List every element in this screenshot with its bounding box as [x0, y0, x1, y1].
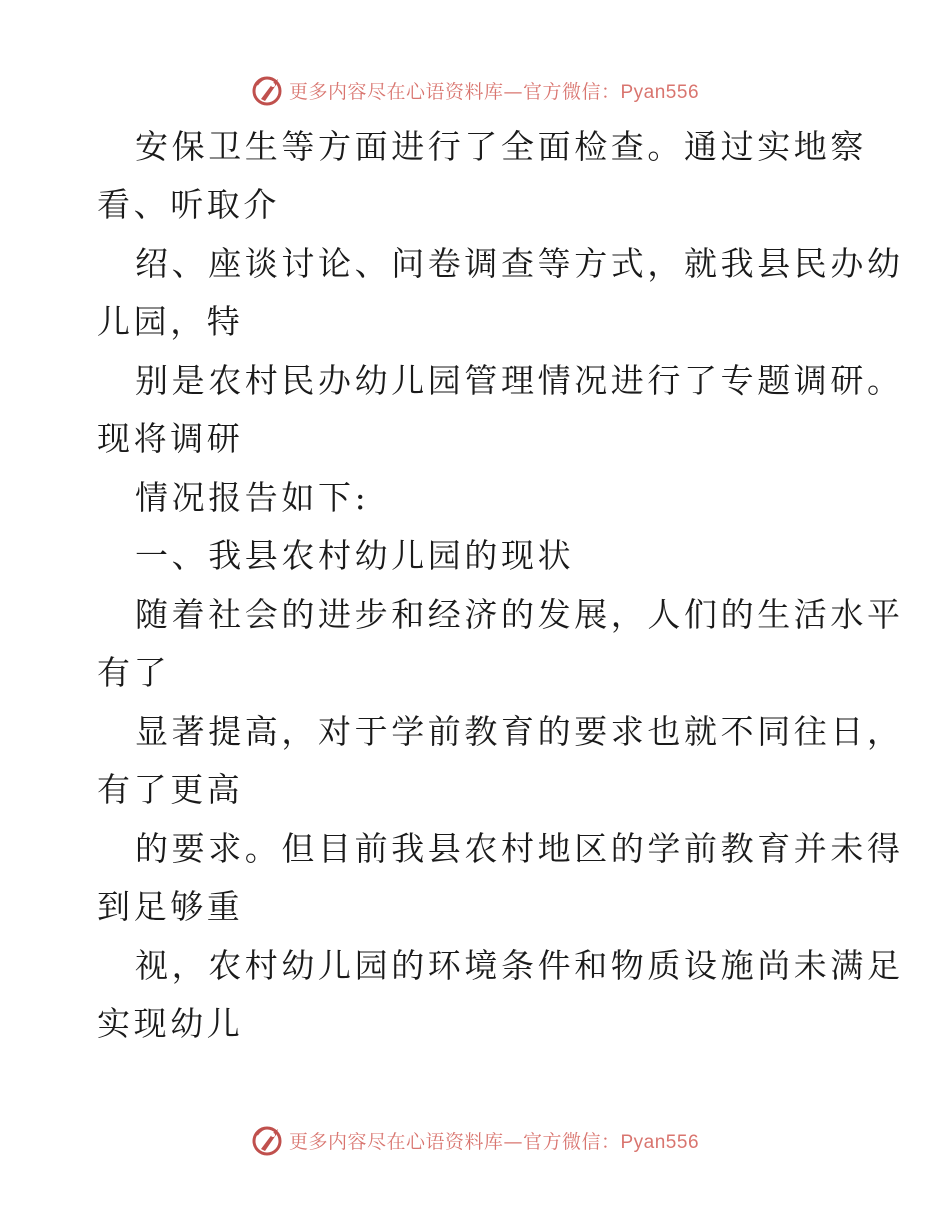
body-line: 绍、座谈讨论、问卷调查等方式，就我县民办幼	[135, 244, 904, 283]
body-line: 安保卫生等方面进行了全面检查。通过实地察	[135, 127, 867, 166]
body-line: 实现幼儿	[97, 1004, 244, 1043]
body-line: 有了更高	[97, 770, 244, 809]
body-line: 情况报告如下:	[135, 478, 370, 517]
body-line: 有了	[97, 653, 171, 692]
body-line: 随着社会的进步和经济的发展，人们的生活水平	[135, 595, 904, 634]
pen-nib-logo-icon	[251, 1123, 285, 1157]
body-line: 显著提高，对于学前教育的要求也就不同往日，	[135, 712, 904, 751]
body-line: 别是农村民办幼儿园管理情况进行了专题调研。	[135, 361, 904, 400]
body-line: 现将调研	[97, 419, 244, 458]
section-heading: 一、我县农村幼儿园的现状	[135, 536, 575, 575]
pen-nib-logo-icon	[251, 73, 285, 107]
body-line: 看、听取介	[97, 185, 280, 224]
header-banner	[0, 70, 950, 110]
footer-banner	[0, 1120, 950, 1160]
body-line: 的要求。但目前我县农村地区的学前教育并未得	[135, 829, 904, 868]
body-line: 视，农村幼儿园的环境条件和物质设施尚未满足	[135, 946, 904, 985]
banner-text: 更多内容尽在心语资料库—官方微信：Pyan556	[288, 1130, 700, 1153]
body-line: 儿园，特	[97, 302, 244, 341]
body-line: 到足够重	[97, 887, 244, 926]
banner-text: 更多内容尽在心语资料库—官方微信：Pyan556	[288, 80, 700, 103]
